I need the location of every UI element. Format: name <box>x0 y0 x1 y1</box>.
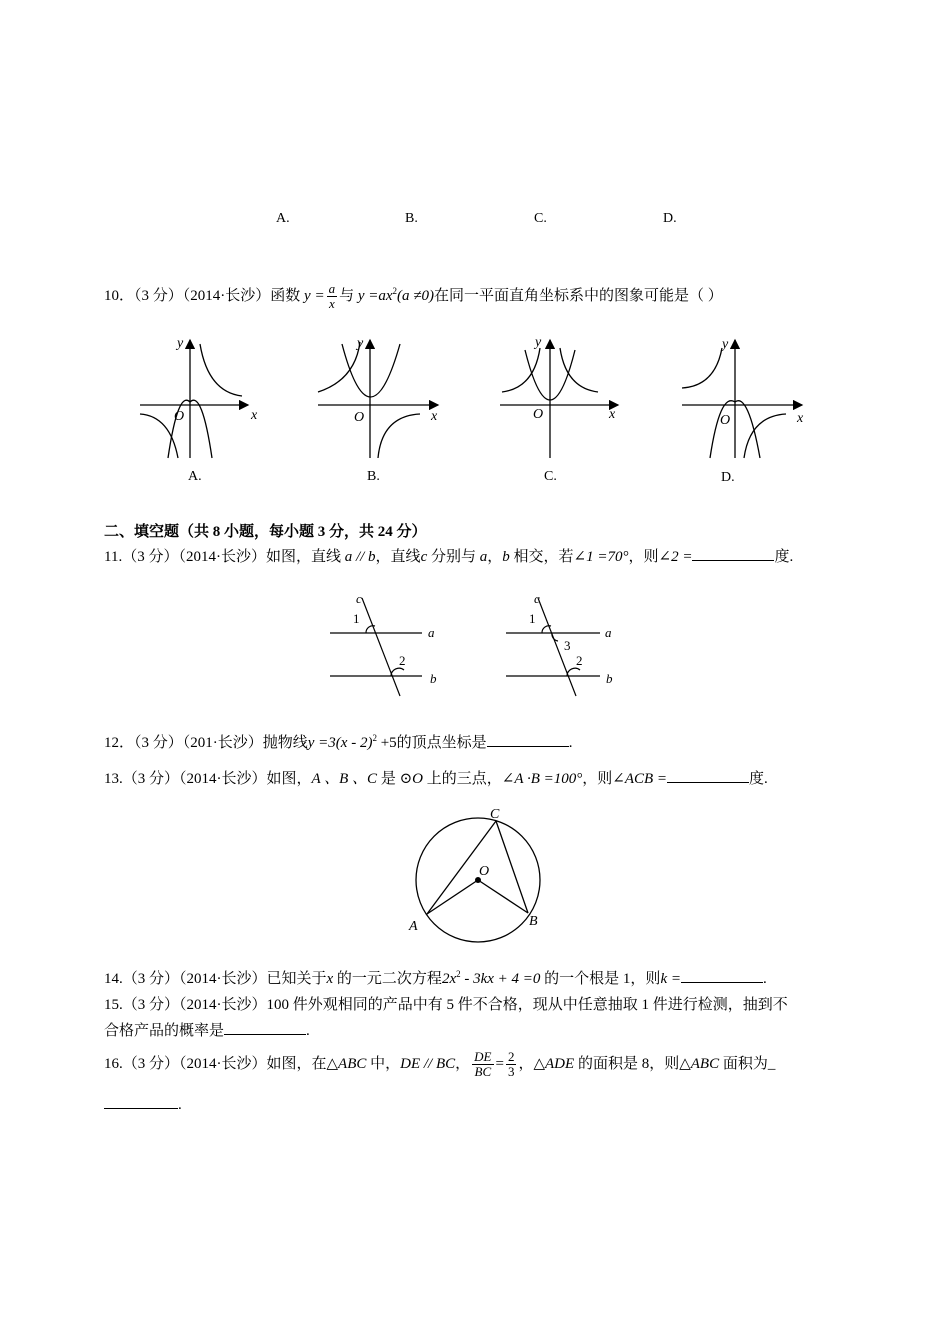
q13-label-a: A <box>409 919 418 934</box>
graph-c-y-label: y <box>535 335 542 350</box>
q16-number: 16. <box>104 1056 123 1072</box>
q14-number: 14. <box>104 971 123 987</box>
graph-d <box>682 340 802 458</box>
q16-fraction-2 <box>506 1050 517 1079</box>
q12-number: 12． <box>104 735 135 751</box>
question-11 <box>104 545 793 566</box>
q11-text-3: ， <box>487 549 503 565</box>
q16-frac2-num: 2 <box>507 1049 515 1065</box>
q16-frac1-num: DE <box>474 1049 492 1065</box>
q13-points: A 、B 、C <box>311 771 378 787</box>
q11-fig2-label-b: b <box>606 671 613 686</box>
question-13 <box>104 767 768 788</box>
q10-option-a: A. <box>188 469 202 484</box>
q10-fraction <box>327 282 338 311</box>
q16-text-1: 中， <box>366 1056 401 1072</box>
q15-line-2-text: 合格产品的概率是 <box>104 1023 225 1039</box>
q14-var-x: x <box>326 971 334 987</box>
q9-option-b: B. <box>405 211 418 226</box>
q16-text-2: ， <box>455 1056 471 1072</box>
q12-prefix: （3 分）（201·长沙）抛物线 <box>134 735 308 751</box>
q11-fig1-label-c: c <box>356 591 362 606</box>
graph-b-origin-label: O <box>354 410 365 425</box>
q11-suffix: 度. <box>774 549 794 565</box>
q13-number: 13. <box>104 771 123 787</box>
q16-triangle: △ABC <box>326 1056 367 1072</box>
q14-exponent: 2 <box>456 969 461 979</box>
q16-parallel: DE // BC <box>400 1056 456 1072</box>
q12-suffix: 的顶点坐标是 <box>396 735 487 751</box>
q10-frac-den: x <box>328 296 335 311</box>
q14-equation: 2x <box>441 971 457 987</box>
q13-circle: ⊙O <box>399 771 423 787</box>
graph-c-x-label: x <box>609 407 616 422</box>
graph-a-x-label: x <box>251 408 258 423</box>
q11-var-c: c <box>420 549 428 565</box>
q16-frac1-den: BC <box>474 1064 492 1080</box>
graph-a-y-label: y <box>177 336 184 351</box>
question-16-line-2 <box>104 1094 182 1114</box>
q10-option-c: C. <box>544 469 557 484</box>
q11-fig2-label-1: 1 <box>529 611 536 626</box>
graph-a-origin-label: O <box>174 409 185 424</box>
q10-text-c: 在同一平面直角坐标系中的图象可能是（ ） <box>434 287 723 304</box>
q13-prefix: （3 分）（2014·长沙）如图， <box>122 771 312 787</box>
q10-source: （2014·长沙） <box>182 287 271 304</box>
q11-text-5: ，则 <box>628 549 659 565</box>
q16-text-5: 面积为_ <box>719 1056 776 1072</box>
q11-angle-2: ∠2 = <box>658 549 693 565</box>
q11-text-1: ，直线 <box>375 549 421 565</box>
q9-option-c: C. <box>534 211 547 226</box>
graph-c <box>500 340 618 458</box>
q11-prefix: （3 分）（2014·长沙）如图，直线 <box>122 549 341 565</box>
q11-answer-blank[interactable] <box>692 546 774 561</box>
question-14 <box>104 967 767 988</box>
q10-option-d: D. <box>721 470 735 485</box>
question-10 <box>104 282 723 311</box>
q15-line-1: （3 分）（2014·长沙）100 件外观相同的产品中有 5 件不合格，现从中任意抽取 1 件进行检测，抽到不 <box>122 997 788 1013</box>
q16-frac2-den: 3 <box>507 1064 515 1080</box>
q13-text-2: 上的三点， <box>422 771 502 787</box>
q16-triangle-3: △ABC <box>679 1056 720 1072</box>
graph-d-x-label: x <box>797 411 804 426</box>
q16-text-3: ， <box>518 1056 534 1072</box>
q10-number: 10． <box>104 287 135 304</box>
q15-end: . <box>306 1023 310 1039</box>
q10-graphs <box>130 330 820 465</box>
q11-text-2: 分别与 <box>427 549 476 565</box>
q12-end: . <box>568 735 573 751</box>
q11-fig1-label-1: 1 <box>353 611 360 626</box>
q14-var-k: k = <box>660 971 681 987</box>
q12-answer-blank[interactable] <box>487 732 569 747</box>
question-12 <box>104 731 572 752</box>
q11-text-4: 相交，若 <box>509 549 574 565</box>
q11-number: 11. <box>104 549 123 565</box>
graph-b-y-label: y <box>357 336 364 351</box>
question-15 <box>104 993 788 1014</box>
q13-text-3: ，则 <box>582 771 613 787</box>
q16-prefix: （3 分）（2014·长沙）如图，在 <box>122 1056 327 1072</box>
q15-number: 15. <box>104 997 123 1013</box>
q13-suffix: 度. <box>749 771 768 787</box>
graph-d-y-label: y <box>722 337 729 352</box>
q10-text-b: 与 <box>339 287 355 304</box>
q10-text-a: 函数 <box>270 287 301 304</box>
q10-score: （3 分） <box>134 287 183 304</box>
q14-answer-blank[interactable] <box>681 968 763 983</box>
q12-equation-tail: +5 <box>376 735 397 751</box>
q16-triangle-2: △ADE <box>533 1056 575 1072</box>
q11-fig1-label-a: a <box>428 625 435 640</box>
q9-option-a: A. <box>276 211 290 226</box>
q11-parallel: // <box>352 549 369 565</box>
q10-condition: (a ≠0) <box>397 287 435 304</box>
q16-text-4: 的面积是 8，则 <box>574 1056 680 1072</box>
q11-figures <box>320 588 620 700</box>
q11-fig2-label-2: 2 <box>576 653 583 668</box>
q10-y-eq: y = <box>304 287 325 304</box>
q10-exponent: 2 <box>392 285 398 296</box>
question-15-line-2 <box>104 1019 310 1040</box>
q9-option-d: D. <box>663 211 677 226</box>
q13-label-b: B <box>529 914 538 929</box>
q14-equation-tail: - 3kx + 4 =0 <box>460 971 541 987</box>
q11-angle-1: ∠1 =70° <box>573 549 629 565</box>
q11-var-a: a <box>344 549 353 565</box>
q11-fig1-label-2: 2 <box>399 653 406 668</box>
q15-answer-blank[interactable] <box>224 1020 306 1035</box>
q13-text-1: 是 <box>377 771 400 787</box>
question-16 <box>104 1046 775 1082</box>
graph-b <box>318 340 438 458</box>
q16-fraction-1 <box>472 1050 493 1079</box>
q16-end: . <box>178 1097 182 1113</box>
q13-circle-figure <box>400 800 560 946</box>
section-2-title: 二、填空题（共 8 小题，每小题 3 分，共 24 分） <box>104 524 427 540</box>
q11-var-b2: b <box>502 549 510 565</box>
q14-text-2: 的一个根是 1，则 <box>540 971 661 987</box>
q11-var-a2: a <box>479 549 488 565</box>
graph-c-origin-label: O <box>533 407 544 422</box>
graph-d-origin-label: O <box>720 413 731 428</box>
graph-a <box>140 340 248 458</box>
graph-b-x-label: x <box>431 409 438 424</box>
q11-fig2-label-c: c <box>534 591 540 606</box>
q10-option-b: B. <box>367 469 380 484</box>
q14-text-1: 的一元二次方程 <box>333 971 442 987</box>
q11-fig1-label-b: b <box>430 671 437 686</box>
q10-y-eq2: y =ax <box>357 287 393 304</box>
q10-frac-num: a <box>328 281 336 296</box>
q13-angle-2: ∠ACB = <box>612 771 668 787</box>
q14-end: . <box>762 971 767 987</box>
q16-answer-blank[interactable] <box>104 1094 178 1109</box>
q11-fig2-label-3: 3 <box>564 638 571 653</box>
q13-label-c: C <box>490 807 500 822</box>
q13-answer-blank[interactable] <box>667 768 749 783</box>
q13-label-o: O <box>479 864 490 879</box>
q12-exponent: 2 <box>372 733 377 743</box>
q14-prefix: （3 分）（2014·长沙）已知关于 <box>122 971 327 987</box>
q13-angle: ∠A ·B =100° <box>501 771 583 787</box>
q11-fig2-label-a: a <box>605 625 612 640</box>
q12-equation: y =3(x - 2) <box>307 735 373 751</box>
q11-var-b: b <box>368 549 376 565</box>
q16-eq: = <box>495 1056 504 1072</box>
